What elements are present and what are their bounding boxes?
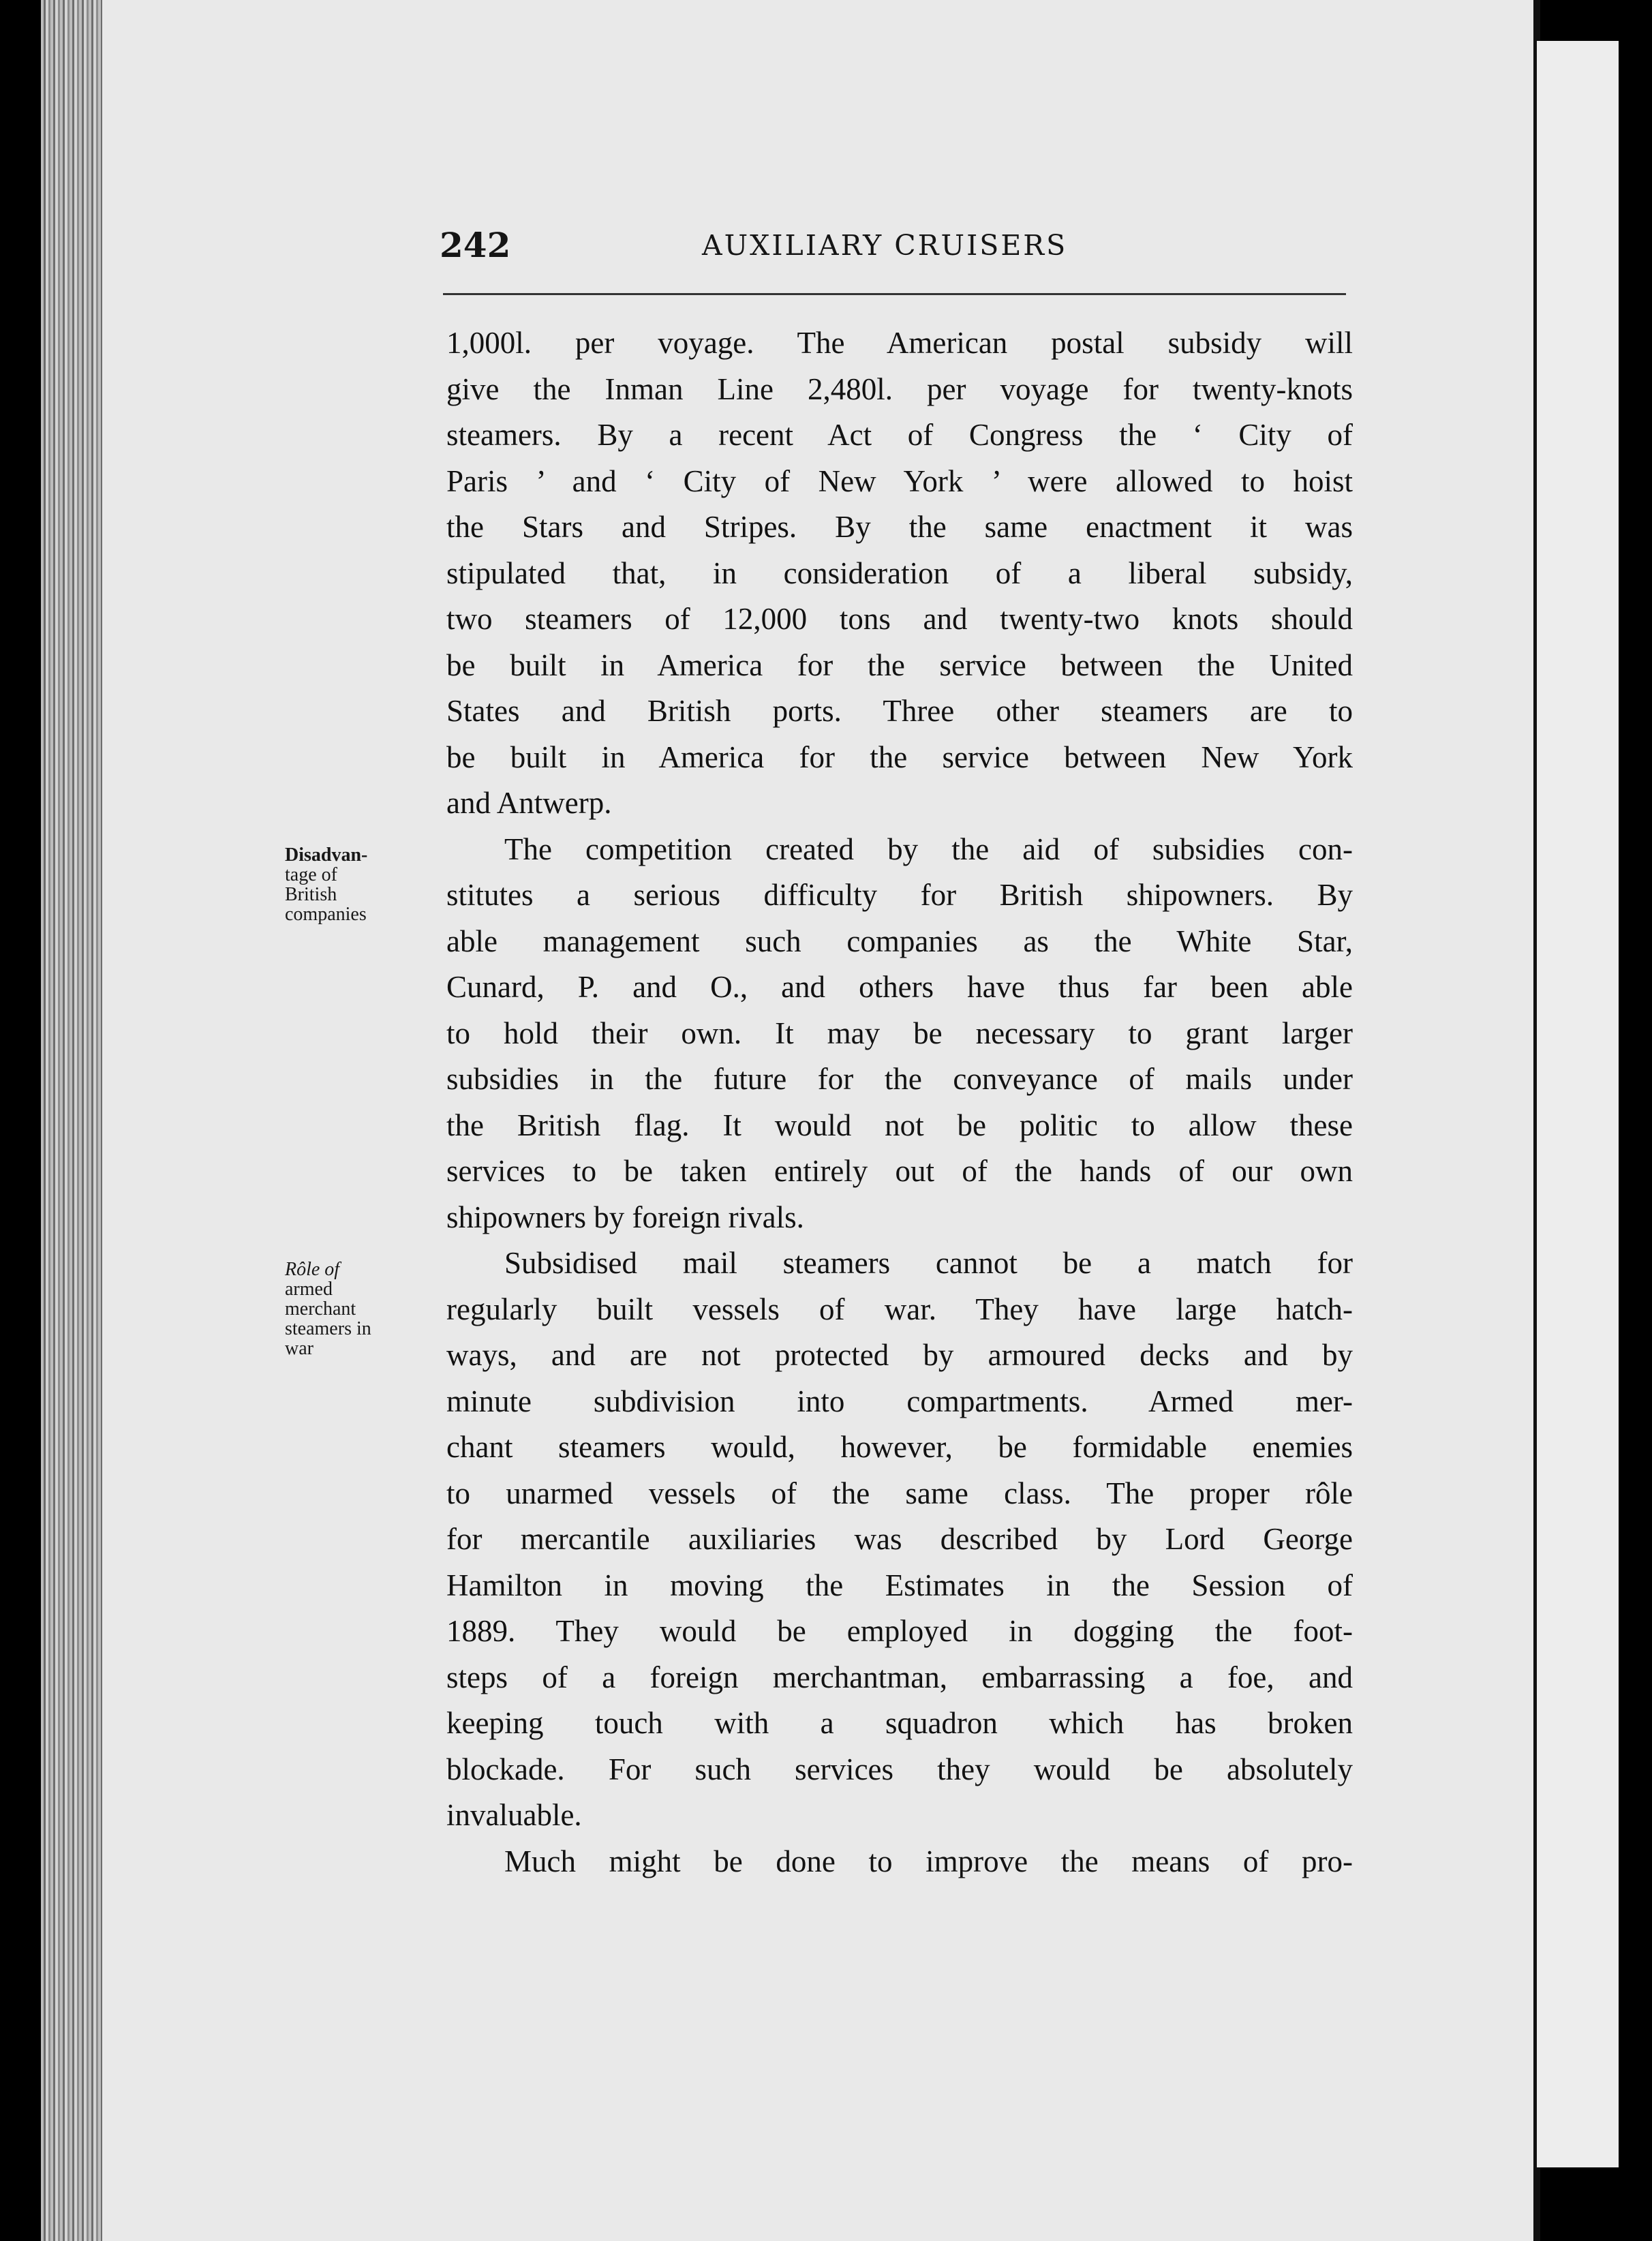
text-line: 1,000l. per voyage. The American postal subsidy will	[446, 326, 1353, 360]
margin-note-disadvantage	[285, 845, 428, 924]
text-line: steps of a foreign merchantman, embarrassing a foe, and	[446, 1660, 1353, 1694]
text-line: services to be taken entirely out of the hands of our own	[446, 1154, 1353, 1188]
running-title: AUXILIARY CRUISERS	[702, 229, 1068, 262]
text-line: minute subdivision into compartments. Armed mer-	[446, 1384, 1353, 1418]
text-line: be built in America for the service between the United	[446, 647, 1353, 682]
paragraph-4	[446, 1839, 1353, 1885]
text-line: Subsidised mail steamers cannot be a match for	[504, 1246, 1353, 1280]
margin-note-line: companies	[285, 904, 367, 925]
text-line: give the Inman Line 2,480l. per voyage for twenty-knots	[446, 371, 1353, 406]
text-line: shipowners by foreign rivals.	[446, 1200, 804, 1234]
text-line: 1889. They would be employed in dogging the foot-	[446, 1614, 1353, 1648]
paragraph-1	[446, 320, 1353, 827]
book-binding-edge	[41, 0, 106, 2241]
facing-page-strip	[1537, 41, 1619, 2167]
text-line: to unarmed vessels of the same class. The proper rôle	[446, 1476, 1353, 1510]
margin-note-line: steamers in	[285, 1318, 371, 1339]
text-line: The competition created by the aid of subsidies con-	[504, 832, 1353, 866]
margin-note-line: British	[285, 884, 337, 905]
text-line: two steamers of 12,000 tons and twenty-two knots should	[446, 602, 1353, 636]
text-line: the Stars and Stripes. By the same enactment it was	[446, 510, 1353, 544]
text-line: Much might be done to improve the means of pro-	[504, 1844, 1353, 1878]
text-line: for mercantile auxiliaries was described by Lord George	[446, 1522, 1353, 1556]
margin-note-line: war	[285, 1338, 313, 1359]
text-line: invaluable.	[446, 1798, 582, 1832]
text-line: steamers. By a recent Act of Congress the ‘ City of	[446, 418, 1353, 452]
text-line: to hold their own. It may be necessary to grant larger	[446, 1016, 1353, 1050]
page-number: 242	[440, 225, 511, 265]
text-line: chant steamers would, however, be formidable enemies	[446, 1430, 1353, 1464]
page-header	[440, 225, 1356, 279]
text-line: regularly built vessels of war. They have large hatch-	[446, 1292, 1353, 1326]
margin-note-line: armed	[285, 1279, 333, 1300]
text-line: the British flag. It would not be politic to allow these	[446, 1108, 1353, 1142]
text-line: stitutes a serious difficulty for British shipowners. By	[446, 878, 1353, 912]
text-line: blockade. For such services they would be absolutely	[446, 1752, 1353, 1786]
text-line: keeping touch with a squadron which has broken	[446, 1706, 1353, 1740]
margin-note-line: tage of	[285, 864, 337, 885]
text-line: Cunard, P. and O., and others have thus far been able	[446, 970, 1353, 1004]
margin-note-line: merchant	[285, 1298, 356, 1320]
margin-note-line: Disadvan-	[285, 844, 368, 866]
paragraph-2	[446, 827, 1353, 1241]
header-rule	[443, 293, 1346, 295]
text-line: stipulated that, in consideration of a liberal subsidy,	[446, 555, 1353, 590]
text-line: Hamilton in moving the Estimates in the Session of	[446, 1568, 1353, 1602]
text-line: subsidies in the future for the conveyance of mails under	[446, 1062, 1353, 1096]
text-line: be built in America for the service between New York	[446, 740, 1353, 774]
margin-note-role	[285, 1260, 428, 1358]
text-line: Paris ’ and ‘ City of New York ’ were allowed to hoist	[446, 463, 1353, 498]
body-text	[446, 320, 1353, 1885]
paragraph-3	[446, 1240, 1353, 1839]
margin-note-line: Rôle of	[285, 1259, 340, 1280]
text-line: States and British ports. Three other steamers are to	[446, 694, 1353, 728]
text-line: and Antwerp.	[446, 786, 612, 820]
text-line: ways, and are not protected by armoured decks and by	[446, 1338, 1353, 1372]
text-line: able management such companies as the White Star,	[446, 924, 1353, 958]
